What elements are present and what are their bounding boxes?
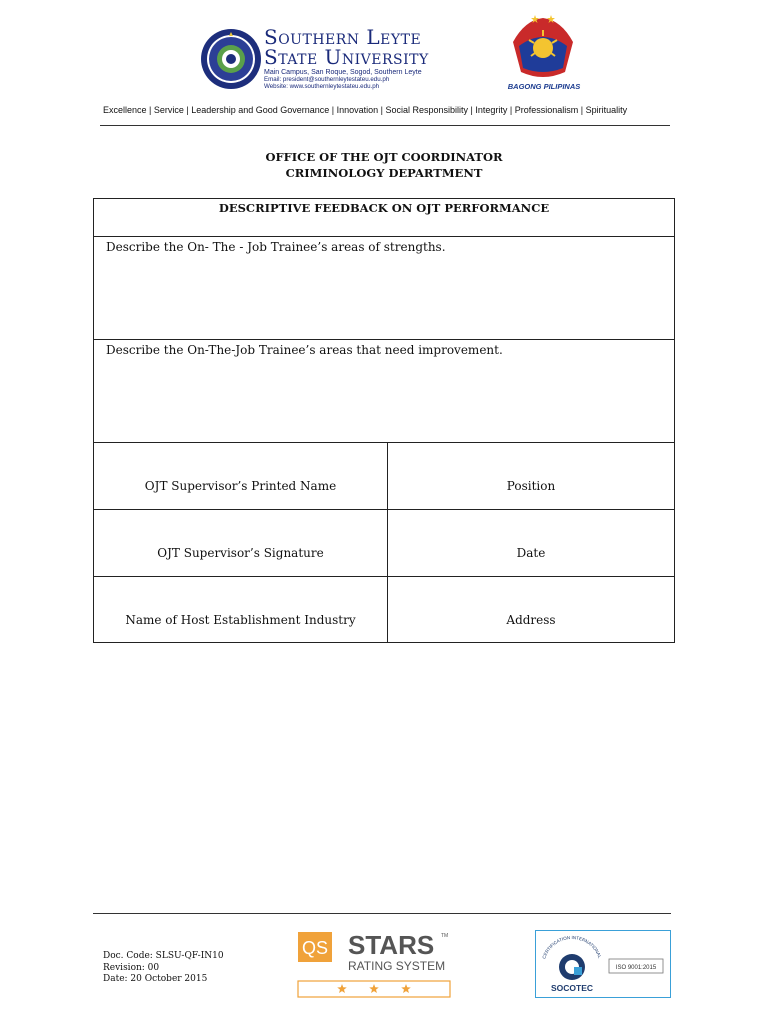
address-field[interactable]	[388, 577, 674, 642]
document-info	[103, 951, 224, 986]
date-label: Date	[516, 546, 546, 560]
qs-subtitle: RATING SYSTEM	[348, 959, 446, 973]
improvement-field[interactable]	[94, 340, 674, 443]
university-name-line2: State University	[264, 45, 429, 69]
revision: Revision: 00	[103, 962, 160, 973]
address-label: Address	[506, 612, 556, 627]
bagong-pilipinas-logo-icon	[505, 12, 581, 82]
doc-date: Date: 20 October 2015	[103, 974, 208, 984]
qs-title: STARS	[348, 930, 435, 960]
cert-arc-text-path: CERTIFICATION INTERNATIONAL	[541, 934, 603, 960]
header-divider	[100, 125, 670, 126]
university-name	[264, 27, 429, 90]
form-title: DESCRIPTIVE FEEDBACK ON OJT PERFORMANCE	[94, 199, 674, 237]
university-address: Main Campus, San Roque, Sogod, Southern Leyte	[264, 69, 422, 76]
qs-stars-group	[337, 984, 411, 993]
university-name-line1: Southern Leyte	[264, 25, 422, 49]
host-establishment-field[interactable]	[94, 577, 388, 642]
core-values: Excellence | Service | Leadership and Good Governance | Innovation | Social Responsibility | Integrity | Professionalism | Spirituality	[103, 105, 628, 115]
improvement-prompt: Describe the On-The-Job Trainee’s areas that need improvement.	[106, 343, 503, 357]
socotec-logo-icon	[536, 931, 672, 999]
table-row	[94, 443, 674, 510]
qs-star-icon	[337, 984, 347, 993]
qs-badge-text: QS	[301, 938, 329, 958]
date-field[interactable]	[388, 510, 674, 576]
cert-org: SOCOTEC	[550, 983, 594, 993]
cert-iso: ISO 9001:2015	[615, 965, 657, 971]
table-row	[94, 577, 674, 642]
strengths-prompt: Describe the On- The - Job Trainee’s areas of strengths.	[106, 240, 446, 254]
supervisor-name-field[interactable]	[94, 443, 388, 509]
office-title: OFFICE OF THE OJT COORDINATOR	[265, 150, 503, 164]
footer-divider	[93, 913, 671, 914]
qs-star-icon	[401, 984, 411, 993]
university-email: Email: president@southernleytestateu.edu.ph	[264, 76, 390, 83]
university-seal-icon	[200, 28, 262, 90]
strengths-field[interactable]	[94, 237, 674, 340]
supervisor-name-label: OJT Supervisor’s Printed Name	[144, 479, 337, 493]
feedback-form-table	[93, 198, 675, 643]
table-row	[94, 510, 674, 577]
department-title: CRIMINOLOGY DEPARTMENT	[285, 166, 483, 180]
qs-stars-rating-logo	[260, 922, 486, 1004]
socotec-iso-certification	[535, 930, 671, 998]
qs-star-icon	[369, 984, 379, 993]
supervisor-signature-label: OJT Supervisor’s Signature	[157, 546, 324, 560]
bagong-pilipinas-label: BAGONG PILIPINAS	[507, 82, 581, 91]
university-website: Website: www.southernleytestateu.edu.ph	[264, 83, 380, 90]
office-heading	[0, 149, 768, 181]
host-establishment-label: Name of Host Establishment Industry	[125, 612, 356, 627]
position-field[interactable]	[388, 443, 674, 509]
supervisor-signature-field[interactable]	[94, 510, 388, 576]
doc-code: Doc. Code: SLSU-QF-IN10	[103, 951, 224, 961]
document-header	[0, 0, 768, 115]
qs-trademark: TM	[441, 933, 449, 939]
position-label: Position	[506, 479, 556, 493]
